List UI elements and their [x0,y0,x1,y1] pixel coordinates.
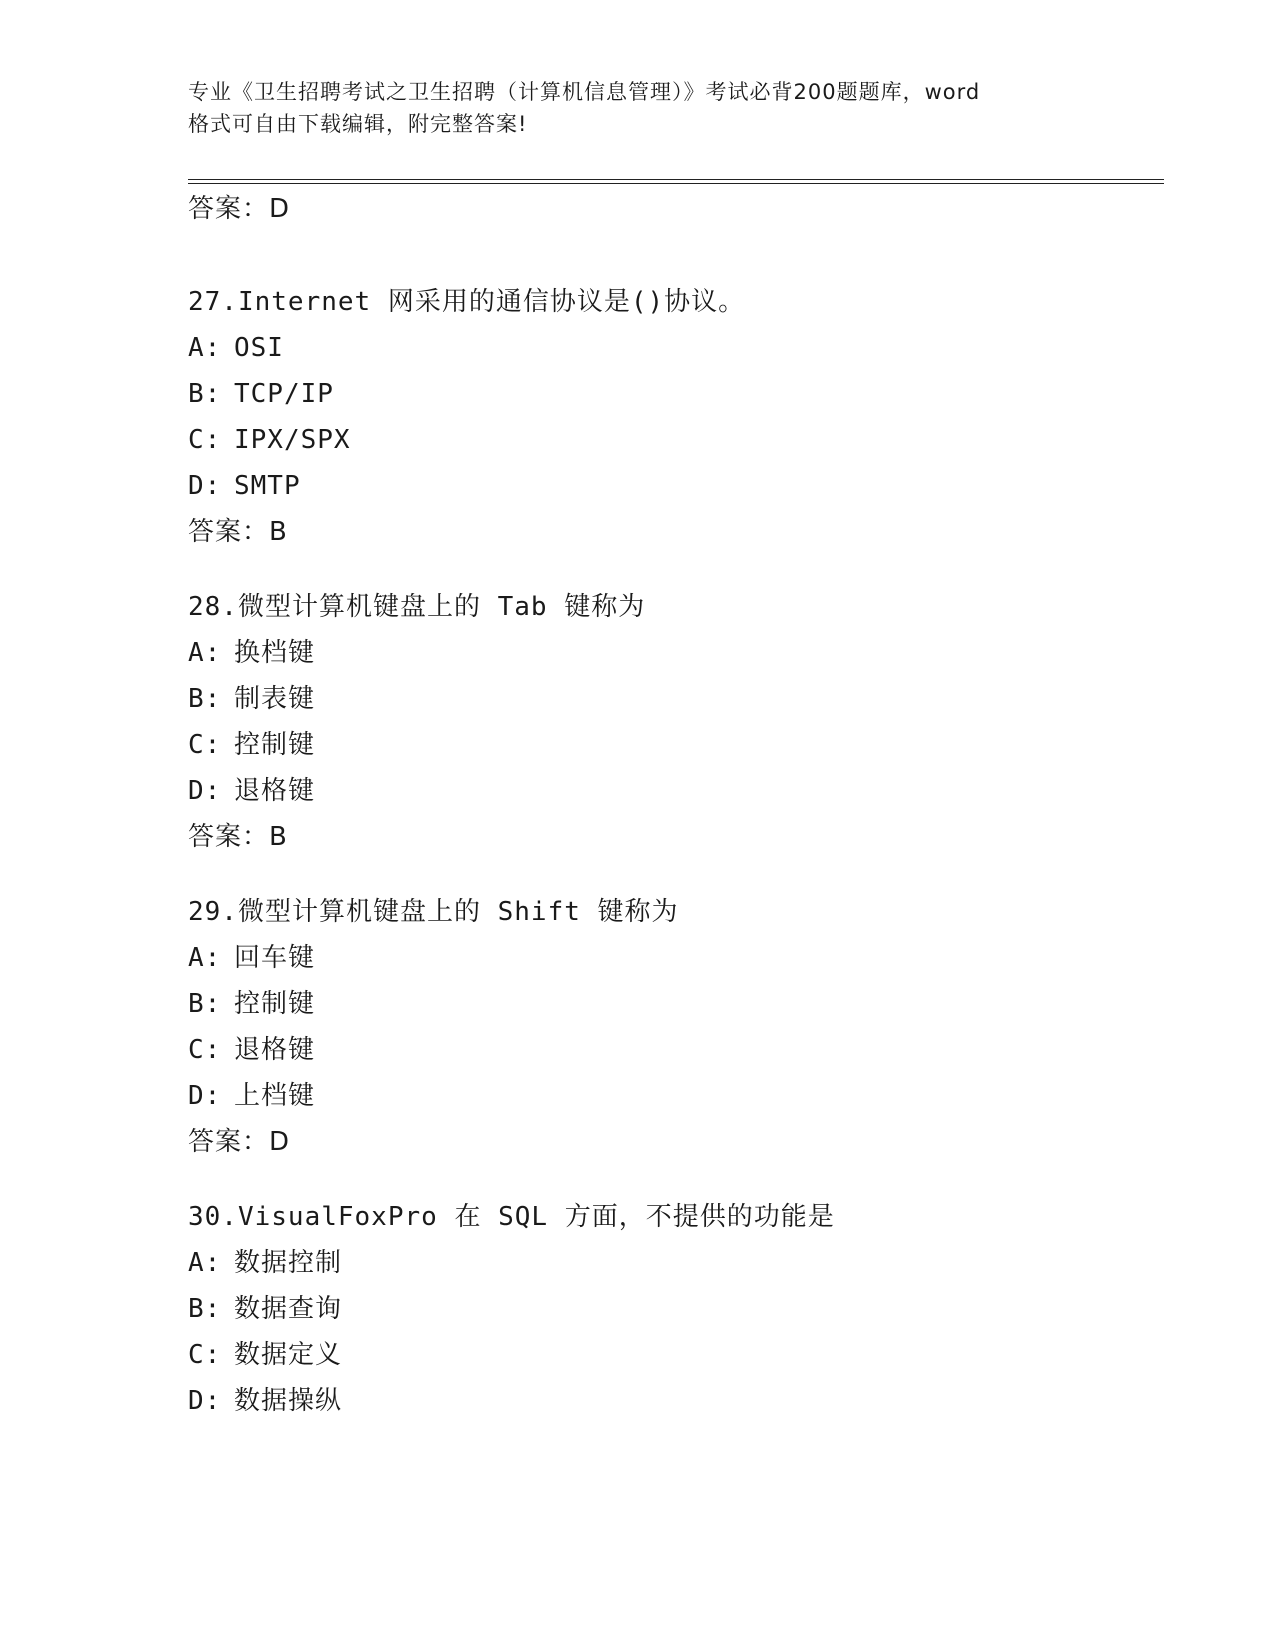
answer-label: 答案：B [188,822,288,852]
document-header [188,76,1088,140]
previous-answer: 答案：D [188,194,291,224]
option-key: D: [188,1081,222,1111]
option-key: C: [188,425,222,455]
question-title: 30.VisualFoxPro 在 SQL 方面，不提供的功能是 [188,1202,835,1232]
option-key: A: [188,638,222,668]
option-text: 数据控制 [234,1248,343,1278]
option-key: B: [188,1294,222,1324]
option-text: 换档键 [234,638,316,668]
option-key: B: [188,379,222,409]
question-27 [188,279,1168,555]
option-key: D: [188,471,222,501]
answer-label: 答案：D [188,1127,291,1157]
option-b [188,676,1168,722]
option-b [188,1286,1168,1332]
option-b [188,371,1168,417]
option-text: 退格键 [234,776,316,806]
option-c [188,722,1168,768]
option-a [188,325,1168,371]
option-text: SMTP [234,471,301,501]
option-d [188,768,1168,814]
question-title: 29.微型计算机键盘上的 Shift 键称为 [188,897,679,927]
answer-label: 答案：B [188,517,288,547]
option-d [188,1073,1168,1119]
option-d [188,1378,1168,1424]
option-text: 控制键 [234,989,316,1019]
option-key: B: [188,684,222,714]
header-line-2: 格式可自由下载编辑，附完整答案! [188,112,528,136]
option-text: 数据定义 [234,1340,343,1370]
option-key: D: [188,776,222,806]
option-a [188,935,1168,981]
option-text: 数据查询 [234,1294,343,1324]
option-c [188,1027,1168,1073]
option-key: A: [188,943,222,973]
option-key: C: [188,1035,222,1065]
option-key: C: [188,1340,222,1370]
option-key: A: [188,333,222,363]
option-key: D: [188,1386,222,1416]
question-30 [188,1194,1168,1424]
question-title: 28.微型计算机键盘上的 Tab 键称为 [188,592,646,622]
option-text: 退格键 [234,1035,316,1065]
option-text: TCP/IP [234,379,334,409]
option-c [188,1332,1168,1378]
question-title: 27.Internet 网采用的通信协议是()协议。 [188,287,746,317]
option-b [188,981,1168,1027]
option-c [188,417,1168,463]
option-text: 上档键 [234,1081,316,1111]
question-29 [188,889,1168,1165]
option-text: OSI [234,333,284,363]
option-text: IPX/SPX [234,425,351,455]
option-text: 回车键 [234,943,316,973]
option-a [188,630,1168,676]
option-key: B: [188,989,222,1019]
header-line-1: 专业《卫生招聘考试之卫生招聘（计算机信息管理）》考试必背200题题库，word [188,80,981,104]
option-text: 控制键 [234,730,316,760]
option-d [188,463,1168,509]
option-text: 数据操纵 [234,1386,343,1416]
option-key: A: [188,1248,222,1278]
header-divider-top [188,179,1164,180]
option-a [188,1240,1168,1286]
option-text: 制表键 [234,684,316,714]
option-key: C: [188,730,222,760]
question-28 [188,584,1168,860]
header-divider-bottom [188,183,1164,184]
